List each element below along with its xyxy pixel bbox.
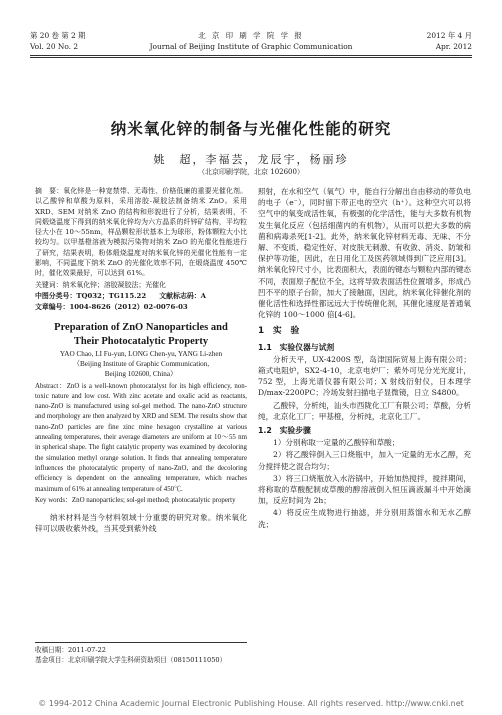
classification-line (35, 291, 247, 301)
authors-cn: 姚 超，李福芸，龙辰宇，杨丽珍 (153, 153, 349, 166)
volume-cn: 第 20 卷 第 2 期 (30, 31, 86, 40)
left-column (35, 186, 247, 536)
header-rule (30, 55, 472, 56)
authors-en: YAO Chao, LI Fu-yun, LONG Chen-yu, YANG Li-zhen (59, 349, 223, 358)
date-cn: 2012 年 4 月 (426, 31, 472, 40)
journal-name-cn: 北 京 印 刷 学 院 学 报 (198, 31, 304, 40)
date-en: Apr. 2012 (435, 42, 472, 51)
article-title-cn: 纳米氧化锌的制备与光催化性能的研究 (110, 120, 392, 138)
document-code: 文献标志码：A (159, 291, 206, 300)
section-heading-experiment: 1 实 验 (258, 326, 300, 337)
affiliation-en-1: （Beijing Institute of Graphic Communication, (72, 359, 210, 368)
procedure-step: 2）将乙酸锌倒入三口烧瓶中，加入一定量的无水乙醇，充分搅拌使之混合均匀； (258, 450, 471, 471)
funding: 基金项目：北京印刷学院大学生科研资助项目（08150111050） (35, 655, 227, 664)
volume-en: Vol. 20 No. 2 (30, 42, 79, 51)
keywords-en: Key words：ZnO nanoparticles; sol-gel method; photocatalytic property (35, 496, 236, 504)
article-number: 文章编号：1004-8626（2012）02-0076-03 (35, 303, 188, 312)
title-en-line-2: Their Photocatalytic Property (73, 335, 209, 347)
keywords-cn: 关键词：纳米氧化锌；溶胶凝胶法；光催化 (35, 280, 166, 289)
subsection-heading-instruments: 1.1 实验仪器与试剂 (258, 342, 335, 352)
title-en-line-1: Preparation of ZnO Nanoparticles and (54, 321, 228, 333)
abstract-en: Abstract：ZnO is a well-known photocatalyst for its high efficiency, non-toxic nature and low cost. With zinc acetate and oxalic acid as reactants, nano-ZnO is manufactured using sol-gel method. The nano-ZnO structure and morphology are then analyzed by XRD and SEM. The results show that nano-ZnO particles are fine zinc mine hexagon crystalline at various annealing temperatures, their average diameters are uniform at 10～55 nm in spherical shape. The fight catalytic property was examined by decoloring the simulation methyl orange solution. It finds that annealing temperature influences the photocatalytic property of nano-ZnO, and the decoloring efficiency is dependent on the annealing temperature, which reaches maximum of 61% at annealing temperature of 450℃. (35, 382, 247, 493)
affiliation-en-2: Beijing 102600, China） (104, 369, 178, 378)
abstract-cn: 摘 要：氧化锌是一种宽禁带、无毒性、价格低廉的重要光催化剂。以乙酸锌和草酸为原料，采用溶胶-凝胶法制备纳米 ZnO。采用 XRD、SEM 对纳米 ZnO 的结构和形貌进行了分析，结果表明，不同煅烧温度下得到的纳米氧化锌均为六方晶系的纤锌矿结构，平均粒径大小在 10～55nm，样品颗粒形状基本上为球形，粉体颗粒大小比较均匀。以甲基橙溶液为模拟污染物对纳米 ZnO 的光催化性能进行了研究，结果表明，粉体煅烧温度对纳米氧化锌的光催化性能有一定影响，不同温度下纳米 ZnO 的光催化效率不同，在煅烧温度 450℃时，催化效果最好，可以达到 61%。 (35, 187, 247, 278)
intro-continued: 照射，在水和空气（氧气）中，能自行分解出自由移动的带负电的电子（e⁻），同时留下带正电的空穴（h⁺）。这种空穴可以将空气中的氧变成活性氧，有极强的化学活性，能与大多数有机物发生氧化反应（包括细菌内的有机物），从而可以把大多数的病菌和病毒杀死[1-2]。此外，纳米氧化锌材料无毒、无味、不分解、不变质、稳定性好、对皮肤无刺激、有收敛、消炎、防皱和保护等功能，因此，在日用化工及医药领域得到广泛应用[3]。纳米氧化锌尺寸小，比表面积大，表面的键态与颗粒内部的键态不同，表面原子配位不全，这将导致表面活性位置增多，形成凸凹不平的原子台阶，加大了接触面，因此，纳米氧化锌催化剂的催化活性和选择性都远远大于传统催化剂，其催化速度是普通氧化锌的 100～1000 倍[4-6]。 (258, 187, 471, 320)
affiliation-cn: （北京印刷学院，北京 102600） (198, 168, 304, 176)
subsection-heading-procedure: 1.2 实验步骤 (258, 426, 311, 436)
journal-name-en: Journal of Beijing Institute of Graphic Communication (149, 42, 353, 51)
reagents-paragraph: 乙酸锌，分析纯，汕头市西陇化工厂有限公司；草酸，分析纯，北京化工厂；甲基橙，分析纯，北京化工厂。 (258, 400, 471, 421)
right-column (258, 186, 471, 531)
instruments-paragraph: 分析天平，UX-4200S 型，岛津国际贸易上海有限公司；箱式电阻炉，SX2-4-10，北京电炉厂；紫外可见分光光度计，752 型，上海光谱仪器有限公司；X 射线衍射仪，日本理学 D/max-2200PC；冷场发射扫描电子显微镜，日立 S4800。 (258, 354, 471, 398)
footnote (35, 642, 247, 665)
clc-number: 中图分类号：TQ032；TG115.22 (35, 291, 147, 300)
article-title-en (35, 321, 247, 349)
intro-paragraph: 纳米材料是当今材料领域十分重要的研究对象。纳米氧化锌可以吸收紫外线，当其受到紫外线 (35, 513, 247, 534)
header-rule-2 (30, 57, 472, 58)
procedure-step: 4）将反应生成物进行抽滤，并分别用蒸馏水和无水乙醇洗； (258, 508, 471, 529)
copyright-footer: © 1994-2012 China Academic Journal Electronic Publishing House. All rights reserved. http://www.cnki.net (38, 699, 464, 708)
procedure-step: 3）将三口烧瓶放入水浴锅中，开始加热搅拌，搅拌期间，将称取的草酸配制成草酸的醇溶液倒入恒压滴液漏斗中开始滴加，反应时间为 2h； (258, 473, 471, 506)
received-date: 收稿日期：2011-07-22 (35, 646, 106, 654)
procedure-step: 1）分别称取一定量的乙酸锌和草酸； (273, 438, 400, 448)
